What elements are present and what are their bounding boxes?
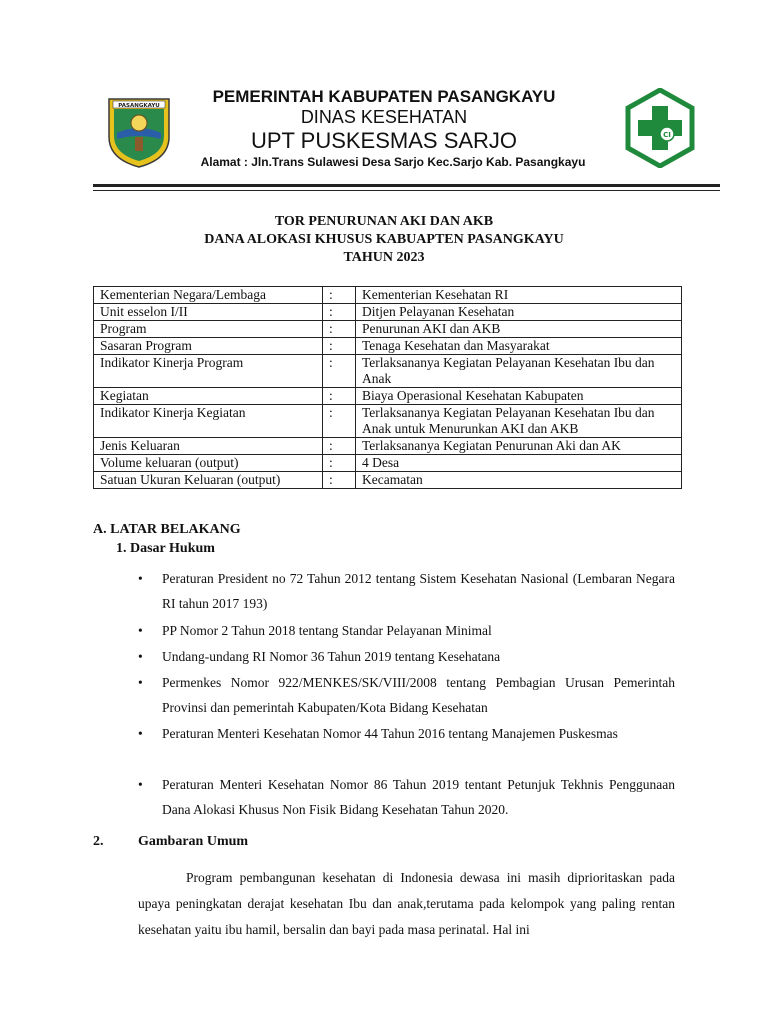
row-label: Unit esselon I/II [94,304,323,321]
row-separator: : [323,388,356,405]
row-label: Program [94,321,323,338]
bullet-icon: • [138,623,143,638]
row-separator: : [323,355,356,388]
table-row [94,355,682,388]
table-row [94,304,682,321]
row-separator: : [323,438,356,455]
overview-paragraph: Program pembangunan kesehatan di Indonesia dewasa ini masih diprioritaskan pada upaya peningkatan derajat kesehatan Ibu dan anak,terutama pada kelompok yang paling rentan kesehatan yaitu ibu hamil, bersalin dan bayi pada masa perinatal. Hal ini [138,870,675,937]
section-a-heading: A. LATAR BELAKANG [93,522,241,537]
doc-title-line2: DANA ALOKASI KHUSUS KABUAPTEN PASANGKAYU [204,232,564,247]
row-separator: : [323,455,356,472]
list-item [138,670,675,720]
list-item-text: PP Nomor 2 Tahun 2018 tentang Standar Pelayanan Minimal [162,623,492,638]
subsection-legal-basis: 1. Dasar Hukum [116,541,215,556]
row-separator: : [323,304,356,321]
table-row [94,287,682,304]
row-label: Satuan Ukuran Keluaran (output) [94,472,323,489]
table-row [94,472,682,489]
table-row [94,321,682,338]
bullet-icon: • [138,675,143,690]
table-row [94,338,682,355]
list-item-text: Permenkes Nomor 922/MENKES/SK/VIII/2008 tentang Pembagian Urusan Pemerintah Provinsi dan pemerintah Kabupaten/Kota Bidang Kesehatan [162,675,675,715]
puskesmas-logo-icon [625,88,695,168]
table-row [94,388,682,405]
doc-title-line1: TOR PENURUNAN AKI DAN AKB [274,214,494,229]
list-item [138,721,675,746]
list-item [138,618,675,643]
list-item-text: Undang-undang RI Nomor 36 Tahun 2019 tentang Kesehatana [162,649,501,664]
header-rule-thin [93,190,720,191]
row-value: Kementerian Kesehatan RI [356,287,682,304]
left-logo-text: PASANGKAYU [118,103,160,109]
row-value: Terlaksananya Kegiatan Pelayanan Kesehatan Ibu dan Anak [356,355,682,388]
row-separator: : [323,405,356,438]
right-logo-text: CI [663,131,671,139]
row-separator: : [323,338,356,355]
row-label: Jenis Keluaran [94,438,323,455]
row-value: Biaya Operasional Kesehatan Kabupaten [356,388,682,405]
row-label: Sasaran Program [94,338,323,355]
list-item [138,644,675,669]
subsection-overview: Gambaran Umum [138,834,249,849]
header-puskesmas: UPT PUSKESMAS SARJO [250,128,518,153]
table-row [94,405,682,438]
list-item [138,772,675,822]
row-separator: : [323,287,356,304]
row-value: Ditjen Pelayanan Kesehatan [356,304,682,321]
row-label: Indikator Kinerja Program [94,355,323,388]
row-value: Terlaksananya Kegiatan Penurunan Aki dan AK [356,438,682,455]
row-value: 4 Desa [356,455,682,472]
header-government: PEMERINTAH KABUPATEN PASANGKAYU [212,87,556,106]
list-item-text: Peraturan President no 72 Tahun 2012 tentang Sistem Kesehatan Nasional (Lembaran Negara RI tahun 2017 193) [162,571,675,611]
bullet-icon: • [138,726,143,741]
bullet-icon: • [138,777,143,792]
table-row [94,455,682,472]
list-item-text: Peraturan Menteri Kesehatan Nomor 44 Tahun 2016 tentang Manajemen Puskesmas [162,726,618,741]
bullet-icon: • [138,571,143,586]
row-value: Terlaksananya Kegiatan Pelayanan Kesehatan Ibu dan Anak untuk Menurunkan AKI dan AKB [356,405,682,438]
row-separator: : [323,472,356,489]
row-value: Tenaga Kesehatan dan Masyarakat [356,338,682,355]
table-row [94,438,682,455]
row-label: Volume keluaran (output) [94,455,323,472]
row-separator: : [323,321,356,338]
doc-title-line3: TAHUN 2023 [343,250,425,265]
row-label: Kegiatan [94,388,323,405]
list-item [138,566,675,616]
tor-info-table [93,286,682,489]
row-label: Kementerian Negara/Lembaga [94,287,323,304]
row-value: Penurunan AKI dan AKB [356,321,682,338]
header-address: Alamat : Jln.Trans Sulawesi Desa Sarjo Kec.Sarjo Kab. Pasangkayu [200,155,586,169]
row-label: Indikator Kinerja Kegiatan [94,405,323,438]
header-department: DINAS KESEHATAN [300,107,468,127]
header-rule-thick [93,184,720,187]
bullet-icon: • [138,649,143,664]
list-item-text: Peraturan Menteri Kesehatan Nomor 86 Tahun 2019 tentant Petunjuk Tekhnis Penggunaan Dana Alokasi Khusus Non Fisik Bidang Kesehatan Tahun 2020. [162,777,675,817]
subsection-number-2: 2. [93,834,104,849]
row-value: Kecamatan [356,472,682,489]
